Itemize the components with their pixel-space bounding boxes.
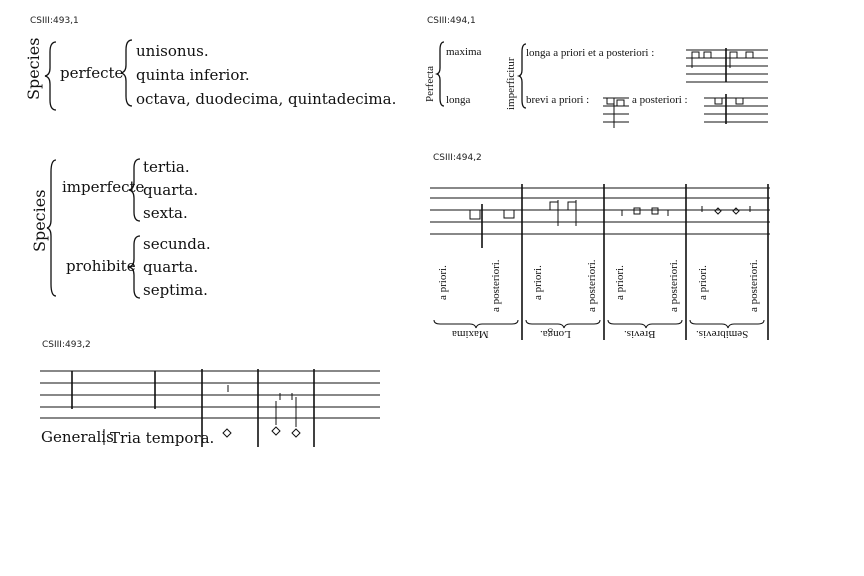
item-secunda: secunda. — [143, 235, 211, 253]
label-maxima: maxima — [446, 46, 482, 58]
brace-outer — [46, 158, 60, 298]
item-tertia: tertia. — [143, 158, 190, 176]
perfecta-label: Perfecta — [424, 65, 436, 102]
item-quinta: quinta inferior. — [136, 66, 250, 84]
brace-perfecta — [436, 40, 446, 108]
row1-text: longa a priori et a posteriori : — [526, 47, 655, 59]
col-maxima-b: a posteriori. — [490, 259, 502, 312]
col-name-semibrevis: Semibrevis. — [696, 328, 749, 340]
col-semibrevis-a: a priori. — [697, 265, 709, 300]
species-label: Species — [30, 189, 49, 252]
col-name-longa: Longa. — [540, 328, 571, 340]
col-longa-b: a posteriori. — [586, 259, 598, 312]
imperficitur-label: imperficitur — [505, 57, 517, 110]
col-semibrevis-b: a posteriori. — [748, 259, 760, 312]
figure-ref: CSIII:493,2 — [42, 340, 91, 350]
brace-2 — [120, 38, 136, 108]
category-label: perfecte — [60, 64, 124, 82]
col-brevis-a: a priori. — [614, 265, 626, 300]
col-brevis-b: a posteriori. — [668, 259, 680, 312]
label-generalis: Generalis — [41, 428, 114, 446]
staff-brevi — [603, 94, 629, 130]
brace-1 — [44, 40, 60, 112]
staff-maxima — [686, 46, 770, 130]
brace-prohibite — [128, 234, 144, 300]
row2-prior: brevi a priori : — [526, 94, 590, 106]
group-label-imperfecte: imperfecte — [62, 178, 145, 196]
table-staff — [430, 182, 772, 342]
item-septima: septima. — [143, 281, 208, 299]
label-tria-tempora: Tria tempora. — [110, 429, 215, 447]
col-longa-a: a priori. — [532, 265, 544, 300]
species-label: Species — [24, 37, 43, 100]
figure-ref: CSIII:494,2 — [433, 153, 482, 163]
group-label-prohibite: prohibite — [66, 257, 136, 275]
row2-posterior: a posteriori : — [632, 94, 688, 106]
label-longa: longa — [446, 94, 471, 106]
col-maxima-a: a priori. — [437, 265, 449, 300]
brace-imperfecte — [128, 157, 144, 223]
item-sexta: sexta. — [143, 204, 188, 222]
figure-ref: CSIII:493,1 — [30, 16, 79, 26]
item-octava: octava, duodecima, quintadecima. — [136, 90, 397, 108]
item-quarta: quarta. — [143, 258, 199, 276]
col-name-brevis: Brevis. — [624, 328, 656, 340]
col-name-maxima: Maxima — [452, 328, 489, 340]
figure-ref: CSIII:494,1 — [427, 16, 476, 26]
item-unisonus: unisonus. — [136, 42, 209, 60]
item-quarta: quarta. — [143, 181, 199, 199]
